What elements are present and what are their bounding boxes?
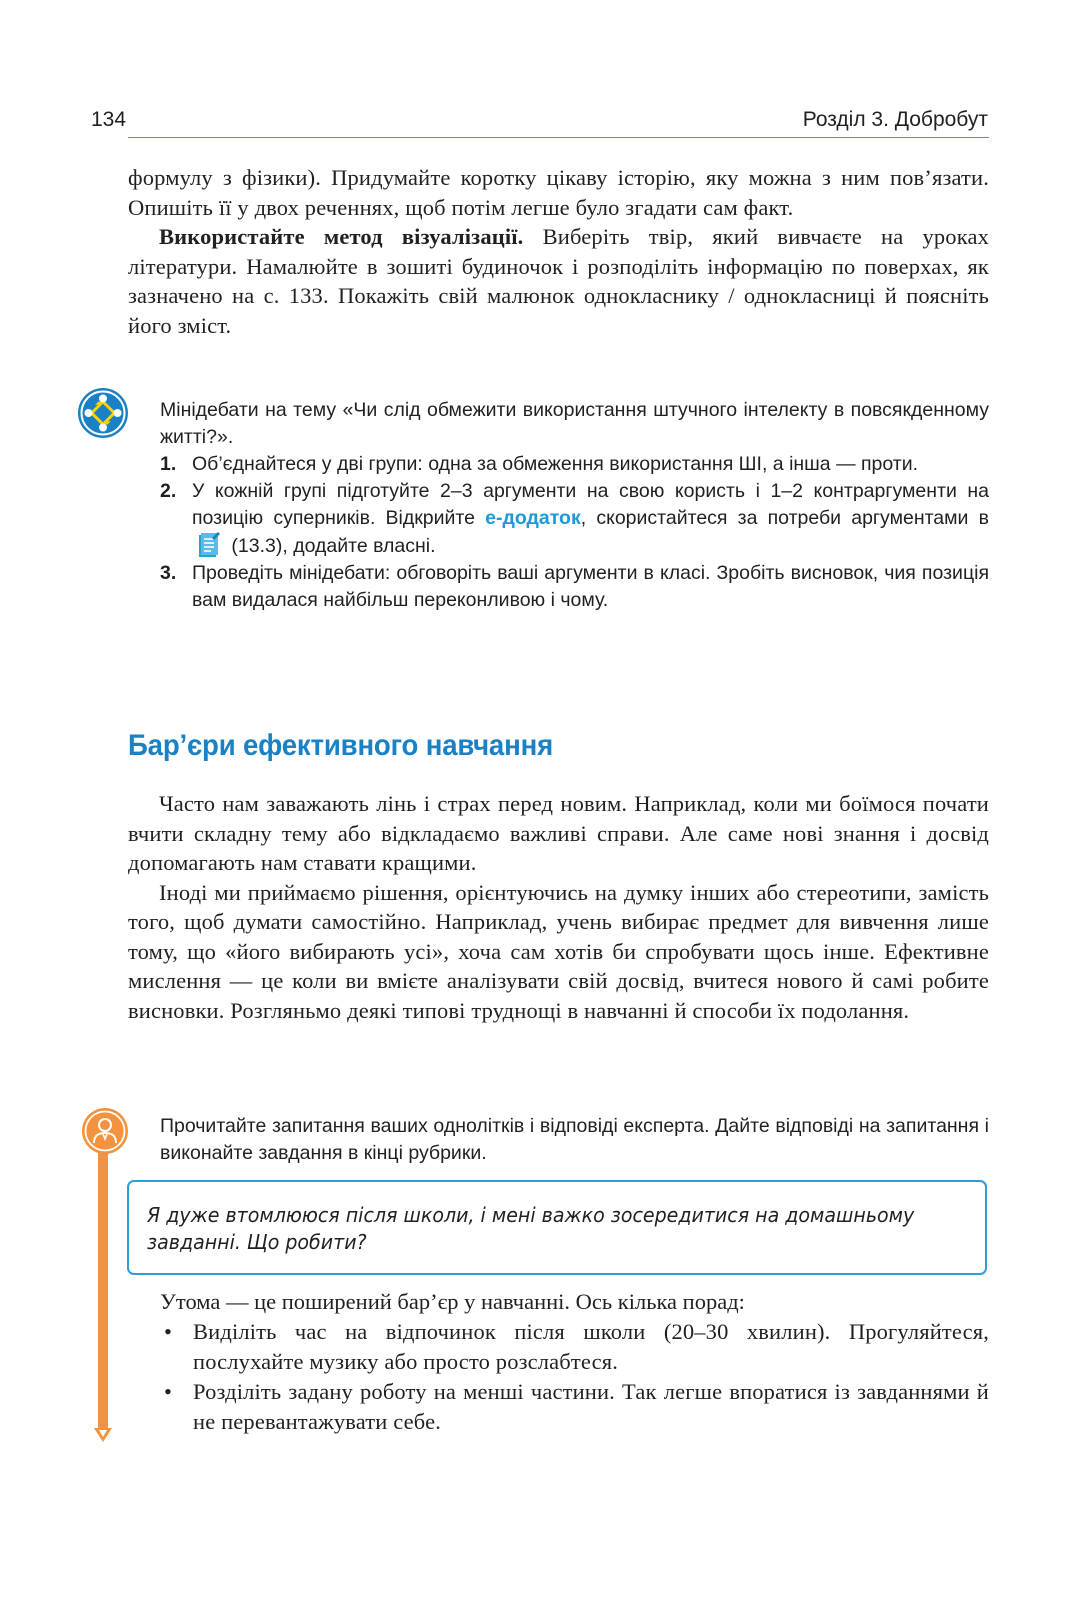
intro-paragraph-2: [128, 222, 989, 340]
debate-item-text: Об’єднайтеся у дві групи: одна за обмеження використання ШІ, а інша — проти.: [192, 453, 919, 475]
debate-item-number: 3.: [160, 562, 177, 584]
expert-person-icon: [82, 1108, 128, 1154]
debate-item-2-text-after: (13.3), додайте власні.: [226, 535, 436, 557]
peer-question: Я дуже втомлююся після школи, і мені важко зосередитися на домашньому завданні. Що робити?: [147, 1203, 915, 1254]
debate-item-text: [192, 478, 989, 560]
debate-item-3: [160, 560, 989, 614]
debate-block: [160, 397, 989, 614]
expert-intro: Прочитайте запитання ваших однолітків і відповіді експерта. Дайте відповіді на запитання і виконайте завдання в кінці рубрики.: [160, 1115, 989, 1164]
barriers-paragraph-1: Часто нам заважають лінь і страх перед новим. Наприклад, коли ми боїмося почати вчити складну тему або відкладаємо важливі справи. Але саме нові знання і досвід допомагають нам ставати кращими.: [128, 791, 989, 875]
advice-list-item: [160, 1317, 989, 1377]
visualization-method-label: Використайте метод візуалізації.: [159, 224, 524, 249]
barriers-heading: Бар’єри ефективного навчання: [128, 729, 553, 762]
debate-item-2-text-mid: , скористайтеся за потреби аргументами в: [580, 507, 989, 529]
expert-answer-intro: Утома — це поширений бар’єр у навчанні. Ось кілька порад:: [160, 1289, 745, 1314]
section-title: Розділ 3. Добробут: [802, 108, 988, 131]
debate-item-number: 1.: [160, 453, 177, 475]
group-discussion-icon: [78, 388, 128, 438]
intro-text: [128, 163, 989, 340]
debate-item-2-text-before: У кожній групі підготуйте 2–3 аргументи на свою користь і 1–2 контраргументи на позицію суперників. Відкрийте: [192, 480, 989, 529]
intro-paragraph-1: формулу з фізики). Придумайте коротку цікаву історію, яку можна з ним пов’язати. Опишіть її у двох реченнях, щоб потім легше було згадати сам факт.: [128, 165, 989, 220]
intro-paragraph-2-text: Виберіть твір, який вивчаєте на уроках літератури. Намалюйте в зошиті будиночок і розподіліть інформацію по поверхах, як зазначено на с. 133. Покажіть свій малюнок однокласнику / однокласниці й поясніть його зміст.: [128, 224, 989, 338]
bullet-marker: •: [164, 1319, 172, 1344]
barriers-text: [128, 789, 989, 1025]
advice-text: Розділіть задану роботу на менші частини. Так легше впоратися із завданнями й не перевантажувати себе.: [193, 1379, 989, 1434]
header-rule: [128, 137, 989, 138]
expert-bar-arrow-icon: [94, 1428, 112, 1442]
debate-item-1: [160, 451, 989, 478]
expert-side-bar: [98, 1135, 108, 1430]
page-number: 134: [91, 108, 127, 131]
bullet-marker: •: [164, 1379, 172, 1404]
advice-list-item: [160, 1377, 989, 1437]
debate-item-2: [160, 478, 989, 560]
document-icon[interactable]: [198, 532, 220, 558]
debate-item-text: Проведіть мінідебати: обговоріть ваші аргументи в класі. Зробіть висновок, чия позиція вам видалася найбільш переконливою і чому.: [192, 562, 989, 611]
debate-lead: Мінідебати на тему «Чи слід обмежити використання штучного інтелекту в повсякденному житті?».: [160, 399, 989, 448]
barriers-paragraph-2: Іноді ми приймаємо рішення, орієнтуючись на думку інших або стереотипи, замість того, щоб думати самостійно. Наприклад, учень вибирає предмет для вивчення лише тому, що «його вибирають усі», хоча сам хотів би спробувати щось інше. Ефективне мислення — це коли ви вмієте аналізувати свій досвід, вчитеся нового й самі робите висновки. Розгляньмо деякі типові труднощі в навчанні й способи їх подолання.: [128, 879, 989, 1023]
debate-item-number: 2.: [160, 480, 177, 502]
advice-text: Виділіть час на відпочинок після школи (20–30 хвилин). Прогуляйтеся, послухайте музику або просто розслабтеся.: [193, 1319, 989, 1374]
e-supplement-link[interactable]: е-додаток: [485, 507, 581, 529]
